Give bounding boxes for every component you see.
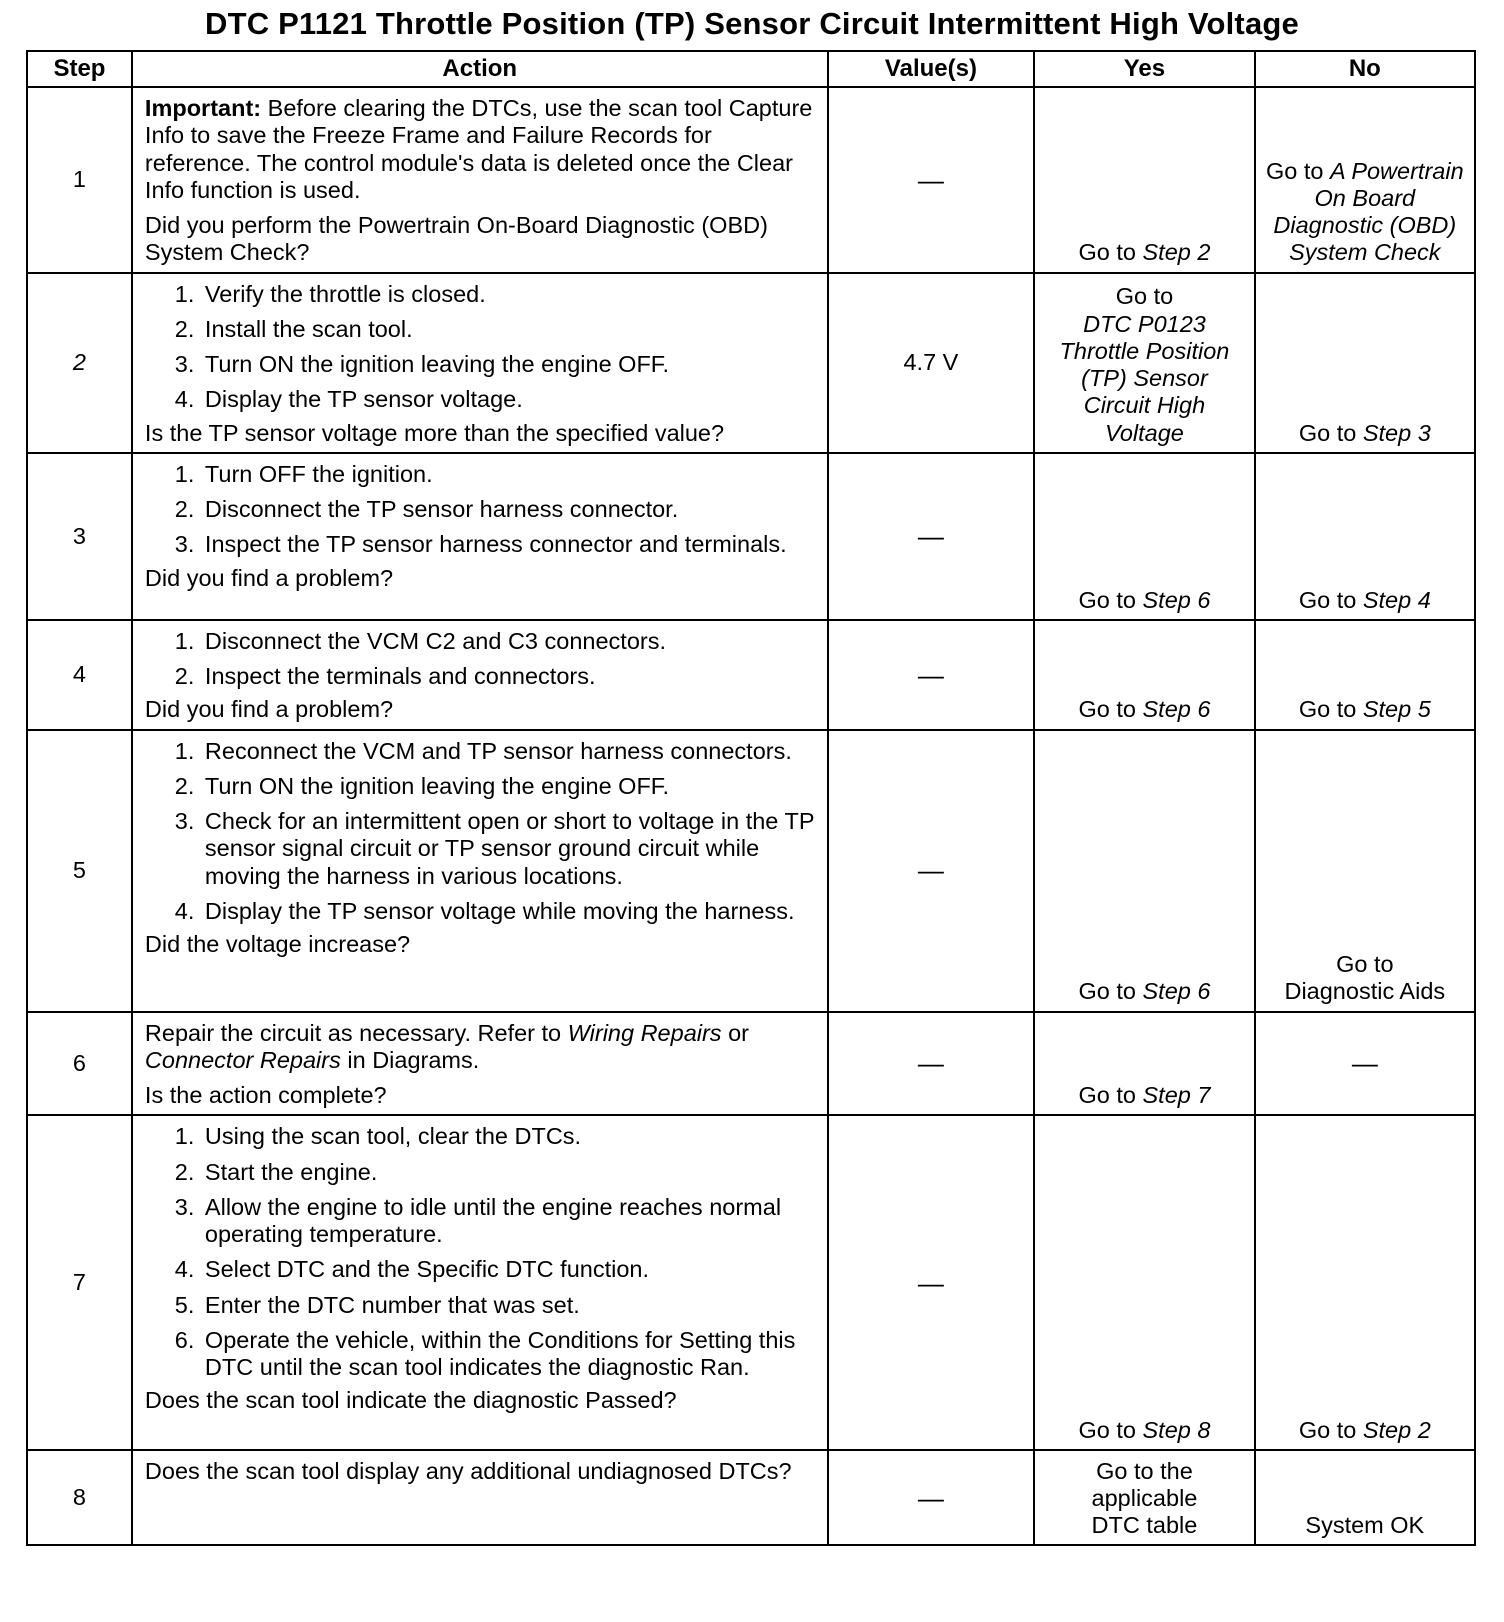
- step-number: 1: [27, 87, 132, 273]
- value-text: —: [917, 1267, 944, 1298]
- value-text: —: [917, 855, 944, 886]
- yes-link: Step 6: [1142, 978, 1211, 1005]
- no-cell: [1255, 453, 1475, 620]
- value-text: —: [917, 659, 944, 690]
- value-text: —: [917, 1482, 944, 1513]
- no-prefix: Go to: [1298, 586, 1363, 613]
- no-link: Step 4: [1362, 586, 1431, 613]
- yes-prefix: Go to: [1078, 1417, 1143, 1443]
- no-link: Step 5: [1362, 696, 1431, 723]
- action-item: 1. Reconnect the VCM and TP sensor harness connectors.: [201, 738, 817, 765]
- action-cell: [132, 273, 828, 453]
- table-row-step-4: [27, 620, 1475, 730]
- yes-cell: [1034, 1115, 1254, 1450]
- action-item: 2. Turn ON the ignition leaving the engine OFF.: [201, 773, 817, 800]
- yes-cell: [1034, 87, 1254, 273]
- yes-cell: [1034, 453, 1254, 620]
- action-question: Is the TP sensor voltage more than the specified value?: [144, 419, 725, 446]
- no-cell: [1255, 730, 1475, 1012]
- yes-cell: [1034, 1012, 1254, 1116]
- action-cell: [132, 1115, 828, 1450]
- action-item: 4. Select DTC and the Specific DTC function.: [201, 1256, 817, 1283]
- yes-link: DTC P0123 Throttle Position (TP) Sensor Circuit High Voltage: [1059, 310, 1230, 446]
- action-item: 2. Inspect the terminals and connectors.: [201, 663, 817, 690]
- no-cell: [1255, 1012, 1475, 1116]
- action-question: Did the voltage increase?: [144, 931, 411, 957]
- no-cell: [1255, 1450, 1475, 1545]
- action-text-part: in Diagrams.: [340, 1046, 480, 1073]
- step-number: 5: [27, 730, 132, 1012]
- yes-link: Step 8: [1142, 1417, 1211, 1443]
- step-number: 8: [27, 1450, 132, 1545]
- yes-link: Step 6: [1142, 586, 1211, 613]
- step-number: 2: [27, 273, 132, 453]
- action-text: [145, 1020, 817, 1075]
- action-question: Did you find a problem?: [144, 696, 394, 723]
- header-action: Action: [132, 51, 828, 87]
- yes-text: Go to the applicable DTC table: [1091, 1457, 1198, 1538]
- action-list: [145, 281, 817, 414]
- no-prefix: Go to: [1298, 1417, 1363, 1443]
- header-yes: Yes: [1034, 51, 1254, 87]
- yes-prefix: Go to: [1078, 696, 1143, 723]
- step-number: 4: [27, 620, 132, 730]
- value-cell: [828, 453, 1035, 620]
- yes-cell: [1034, 273, 1254, 453]
- yes-link: Step 2: [1142, 239, 1211, 266]
- no-prefix: Go to: [1298, 696, 1363, 723]
- header-no: No: [1255, 51, 1475, 87]
- action-question: Did you find a problem?: [144, 564, 394, 591]
- no-text: Go to Diagnostic Aids: [1284, 951, 1446, 1005]
- value-text: —: [917, 164, 944, 195]
- value-cell: [828, 1012, 1035, 1116]
- yes-prefix: Go to: [1078, 1082, 1143, 1108]
- yes-prefix: Go to: [1078, 978, 1143, 1005]
- yes-prefix: Go to: [1078, 586, 1143, 613]
- no-link: Step 3: [1362, 419, 1431, 446]
- value-cell: [828, 87, 1035, 273]
- action-item: 3. Inspect the TP sensor harness connector and terminals.: [201, 531, 817, 558]
- action-cell: [132, 1450, 828, 1545]
- action-question: Does the scan tool display any additional undiagnosed DTCs?: [144, 1458, 792, 1485]
- action-question: Is the action complete?: [144, 1082, 387, 1108]
- table-row-step-2: [27, 273, 1475, 453]
- action-item: 3. Check for an intermittent open or short to voltage in the TP sensor signal circuit or TP sensor ground circuit while moving the harness in various locations.: [201, 808, 817, 890]
- no-cell: [1255, 620, 1475, 730]
- header-step: Step: [27, 51, 132, 87]
- table-row-step-1: [27, 87, 1475, 273]
- table-row-step-5: [27, 730, 1475, 1012]
- action-cell: [132, 620, 828, 730]
- no-text: —: [1351, 1048, 1378, 1079]
- action-question: Did you perform the Powertrain On-Board Diagnostic (OBD) System Check?: [144, 212, 768, 266]
- action-cell: [132, 1012, 828, 1116]
- important-note: [145, 95, 817, 204]
- yes-prefix: Go to: [1115, 283, 1174, 310]
- value-cell: [828, 730, 1035, 1012]
- action-item: 3. Allow the engine to idle until the engine reaches normal operating temperature.: [201, 1194, 817, 1249]
- table-row-step-7: [27, 1115, 1475, 1450]
- action-list: [145, 461, 817, 559]
- step-number: 7: [27, 1115, 132, 1450]
- action-list: [145, 738, 817, 926]
- yes-prefix: Go to: [1078, 239, 1143, 266]
- value-text: —: [917, 1048, 944, 1079]
- action-item: 1. Disconnect the VCM C2 and C3 connectors.: [201, 628, 817, 655]
- action-cell: [132, 453, 828, 620]
- no-cell: [1255, 273, 1475, 453]
- action-cell: [132, 730, 828, 1012]
- value-cell: [828, 273, 1035, 453]
- no-prefix: Go to: [1265, 157, 1330, 184]
- action-item: 1. Turn OFF the ignition.: [201, 461, 817, 488]
- no-cell: [1255, 87, 1475, 273]
- action-item: 2. Start the engine.: [201, 1159, 817, 1186]
- page-title: DTC P1121 Throttle Position (TP) Sensor Circuit Intermittent High Voltage: [205, 6, 1299, 41]
- important-text: Before clearing the DTCs, use the scan tool Capture Info to save the Freeze Frame and Failure Records for reference. The control module's data is deleted once the Clear Info function is used.: [144, 95, 813, 203]
- table-row-step-3: [27, 453, 1475, 620]
- step-number: 3: [27, 453, 132, 620]
- value-cell: [828, 1450, 1035, 1545]
- table-row-step-6: [27, 1012, 1475, 1116]
- step-number: 6: [27, 1012, 132, 1116]
- action-text-part: Repair the circuit as necessary. Refer to: [144, 1019, 568, 1046]
- action-list: [145, 628, 817, 691]
- diagnostic-table: [26, 50, 1476, 1546]
- yes-cell: [1034, 620, 1254, 730]
- action-question: Does the scan tool indicate the diagnostic Passed?: [144, 1387, 677, 1414]
- important-label: Important:: [144, 95, 262, 121]
- yes-cell: [1034, 730, 1254, 1012]
- action-item: 2. Disconnect the TP sensor harness connector.: [201, 496, 817, 523]
- value-text: 4.7 V: [903, 349, 959, 375]
- no-prefix: Go to: [1298, 419, 1363, 446]
- action-item: 4. Display the TP sensor voltage.: [201, 386, 817, 413]
- no-text: System OK: [1305, 1512, 1425, 1538]
- value-cell: [828, 1115, 1035, 1450]
- yes-link: Step 7: [1142, 1082, 1211, 1108]
- header-row: [27, 51, 1475, 87]
- yes-cell: [1034, 1450, 1254, 1545]
- no-cell: [1255, 1115, 1475, 1450]
- connector-repairs-ref: Connector Repairs: [144, 1046, 341, 1073]
- action-item: 4. Display the TP sensor voltage while moving the harness.: [201, 898, 817, 925]
- no-link: Step 2: [1362, 1417, 1431, 1443]
- yes-link: Step 6: [1142, 696, 1211, 723]
- no-link: A Powertrain On Board Diagnostic (OBD) System Check: [1273, 157, 1464, 266]
- action-text-part: or: [721, 1019, 749, 1046]
- action-item: 3. Turn ON the ignition leaving the engine OFF.: [201, 351, 817, 378]
- action-item: 5. Enter the DTC number that was set.: [201, 1292, 817, 1319]
- header-values: Value(s): [828, 51, 1035, 87]
- value-text: —: [917, 521, 944, 552]
- action-item: 6. Operate the vehicle, within the Conditions for Setting this DTC until the scan tool indicates the diagnostic Ran.: [201, 1327, 817, 1382]
- action-item: 1. Using the scan tool, clear the DTCs.: [201, 1123, 817, 1150]
- table-row-step-8: [27, 1450, 1475, 1545]
- wiring-repairs-ref: Wiring Repairs: [567, 1019, 722, 1046]
- action-list: [145, 1123, 817, 1381]
- action-item: 1. Verify the throttle is closed.: [201, 281, 817, 308]
- action-cell: [132, 87, 828, 273]
- value-cell: [828, 620, 1035, 730]
- action-item: 2. Install the scan tool.: [201, 316, 817, 343]
